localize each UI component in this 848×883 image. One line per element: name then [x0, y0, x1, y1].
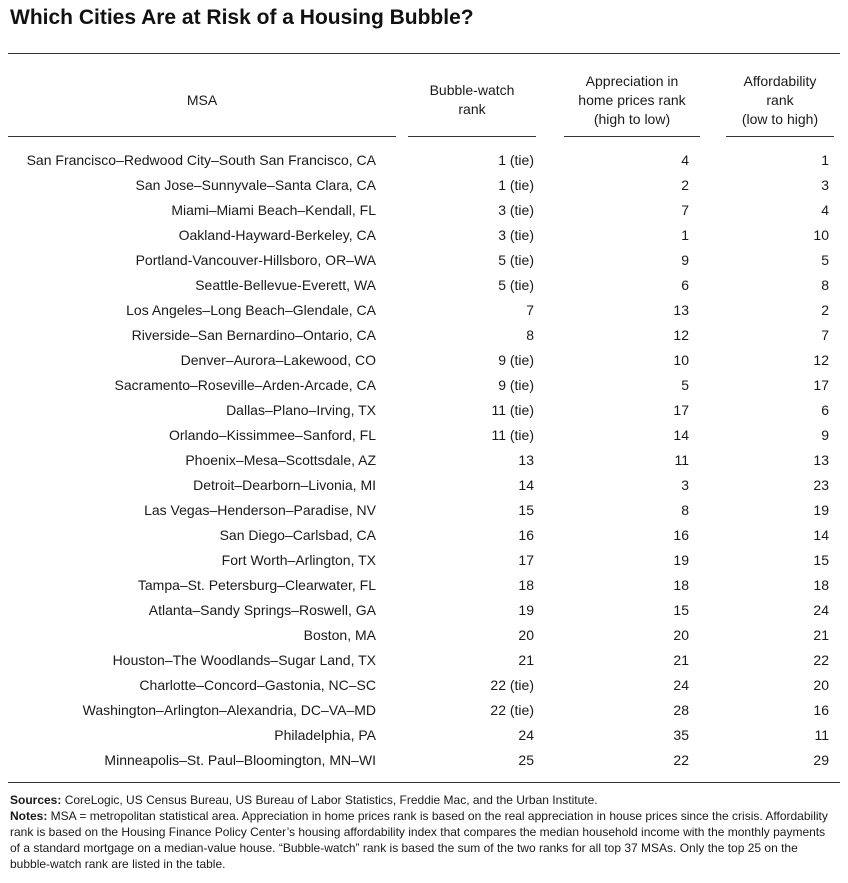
cell-appreciation-rank: 12: [673, 327, 689, 343]
cell-affordability-rank: 19: [813, 502, 829, 518]
cell-bubble-watch-rank: 19: [518, 602, 534, 618]
cell-bubble-watch-rank: 9 (tie): [498, 377, 534, 393]
cell-bubble-watch-rank: 17: [518, 552, 534, 568]
cell-appreciation-rank: 18: [673, 577, 689, 593]
table-row: [0, 673, 848, 698]
table-row: [0, 623, 848, 648]
cell-bubble-watch-rank: 15: [518, 502, 534, 518]
notes-note: [10, 808, 836, 872]
cell-bubble-watch-rank: 21: [518, 652, 534, 668]
sources-text: CoreLogic, US Census Bureau, US Bureau of Labor Statistics, Freddie Mac, and the Urban Institute.: [61, 793, 598, 807]
cell-appreciation-rank: 15: [673, 602, 689, 618]
cell-affordability-rank: 20: [813, 677, 829, 693]
cell-affordability-rank: 12: [813, 352, 829, 368]
table-row: [0, 373, 848, 398]
table-row: [0, 298, 848, 323]
cell-bubble-watch-rank: 22 (tie): [490, 702, 534, 718]
cell-msa: Phoenix–Mesa–Scottsdale, AZ: [185, 452, 376, 468]
cell-appreciation-rank: 5: [681, 377, 689, 393]
table-row: [0, 398, 848, 423]
table-row: [0, 173, 848, 198]
cell-msa: Denver–Aurora–Lakewood, CO: [180, 352, 376, 368]
cell-msa: Fort Worth–Arlington, TX: [221, 552, 376, 568]
cell-bubble-watch-rank: 8: [526, 327, 534, 343]
cell-bubble-watch-rank: 5 (tie): [498, 252, 534, 268]
cell-bubble-watch-rank: 18: [518, 577, 534, 593]
cell-affordability-rank: 24: [813, 602, 829, 618]
cell-appreciation-rank: 8: [681, 502, 689, 518]
cell-affordability-rank: 1: [821, 152, 829, 168]
cell-affordability-rank: 4: [821, 202, 829, 218]
cell-affordability-rank: 7: [821, 327, 829, 343]
cell-affordability-rank: 9: [821, 427, 829, 443]
cell-appreciation-rank: 11: [674, 452, 689, 468]
table-row: [0, 423, 848, 448]
table-row: [0, 548, 848, 573]
cell-msa: Sacramento–Roseville–Arden-Arcade, CA: [114, 377, 376, 393]
cell-msa: San Jose–Sunnyvale–Santa Clara, CA: [135, 177, 376, 193]
sources-note: [10, 792, 836, 808]
cell-bubble-watch-rank: 3 (tie): [498, 202, 534, 218]
cell-affordability-rank: 14: [813, 527, 829, 543]
cell-msa: Riverside–San Bernardino–Ontario, CA: [131, 327, 376, 343]
header-underline-affordability: [726, 136, 834, 137]
cell-msa: Tampa–St. Petersburg–Clearwater, FL: [137, 577, 376, 593]
cell-bubble-watch-rank: 11 (tie): [491, 427, 534, 443]
table-row: [0, 148, 848, 173]
cell-msa: Detroit–Dearborn–Livonia, MI: [193, 477, 376, 493]
cell-msa: Portland-Vancouver-Hillsboro, OR–WA: [135, 252, 376, 268]
cell-affordability-rank: 13: [813, 452, 829, 468]
cell-affordability-rank: 8: [821, 277, 829, 293]
table-row: [0, 698, 848, 723]
cell-bubble-watch-rank: 25: [518, 752, 534, 768]
cell-msa: Minneapolis–St. Paul–Bloomington, MN–WI: [104, 752, 376, 768]
cell-msa: Washington–Arlington–Alexandria, DC–VA–MD: [82, 702, 376, 718]
cell-affordability-rank: 16: [813, 702, 829, 718]
cell-bubble-watch-rank: 3 (tie): [498, 227, 534, 243]
cell-appreciation-rank: 2: [681, 177, 689, 193]
header-underline-appreciation: [564, 136, 700, 137]
cell-appreciation-rank: 16: [673, 527, 689, 543]
top-rule: [8, 53, 840, 54]
cell-affordability-rank: 29: [813, 752, 829, 768]
cell-appreciation-rank: 19: [673, 552, 689, 568]
header-affordability-rank: Affordability rank (low to high): [741, 72, 819, 127]
notes-text: MSA = metropolitan statistical area. Appreciation in home prices rank is based on the real appreciation in house prices since the crisis. Affordability rank is based on the Housing Finance Policy Center’s housing affordability index that compares the median household income with the monthly payments of a standard mortgage on a median-value house. “Bubble-watch” rank is based the sum of the two ranks for all top 37 MSAs. Only the top 25 on the bubble-watch rank are listed in the table.: [10, 809, 828, 871]
cell-msa: Orlando–Kissimmee–Sanford, FL: [169, 427, 376, 443]
cell-msa: Charlotte–Concord–Gastonia, NC–SC: [139, 677, 376, 693]
header-underline-bubble-watch: [408, 136, 536, 137]
cell-appreciation-rank: 24: [673, 677, 689, 693]
cell-msa: Houston–The Woodlands–Sugar Land, TX: [112, 652, 376, 668]
cell-affordability-rank: 15: [813, 552, 829, 568]
cell-appreciation-rank: 1: [681, 227, 689, 243]
table-row: [0, 448, 848, 473]
cell-msa: Los Angeles–Long Beach–Glendale, CA: [126, 302, 376, 318]
table-row: [0, 273, 848, 298]
cell-bubble-watch-rank: 20: [518, 627, 534, 643]
cell-bubble-watch-rank: 16: [518, 527, 534, 543]
cell-bubble-watch-rank: 1 (tie): [498, 177, 534, 193]
cell-msa: Las Vegas–Henderson–Paradise, NV: [144, 502, 376, 518]
table-row: [0, 323, 848, 348]
cell-msa: San Francisco–Redwood City–South San Francisco, CA: [26, 152, 376, 168]
footnotes: [10, 792, 836, 872]
cell-affordability-rank: 5: [821, 252, 829, 268]
cell-appreciation-rank: 3: [681, 477, 689, 493]
table-row: [0, 723, 848, 748]
notes-label: Notes:: [10, 809, 48, 823]
sources-label: Sources:: [10, 793, 62, 807]
cell-bubble-watch-rank: 11 (tie): [491, 402, 534, 418]
cell-affordability-rank: 22: [813, 652, 829, 668]
cell-appreciation-rank: 17: [673, 402, 689, 418]
cell-msa: Dallas–Plano–Irving, TX: [226, 402, 376, 418]
table-row: [0, 498, 848, 523]
cell-appreciation-rank: 21: [673, 652, 689, 668]
cell-msa: Oakland-Hayward-Berkeley, CA: [178, 227, 376, 243]
cell-msa: Boston, MA: [303, 627, 376, 643]
cell-appreciation-rank: 4: [681, 152, 689, 168]
header-appreciation-rank: Appreciation in home prices rank (high to low): [578, 72, 686, 127]
cell-appreciation-rank: 6: [681, 277, 689, 293]
cell-msa: Philadelphia, PA: [274, 727, 376, 743]
table-row: [0, 223, 848, 248]
cell-appreciation-rank: 22: [673, 752, 689, 768]
table-row: [0, 523, 848, 548]
header-underline-msa: [8, 136, 396, 137]
cell-affordability-rank: 11: [814, 727, 829, 743]
cell-appreciation-rank: 14: [673, 427, 689, 443]
cell-appreciation-rank: 10: [673, 352, 689, 368]
cell-appreciation-rank: 28: [673, 702, 689, 718]
cell-bubble-watch-rank: 1 (tie): [498, 152, 534, 168]
cell-affordability-rank: 18: [813, 577, 829, 593]
cell-appreciation-rank: 35: [673, 727, 689, 743]
cell-bubble-watch-rank: 13: [518, 452, 534, 468]
cell-bubble-watch-rank: 14: [518, 477, 534, 493]
cell-bubble-watch-rank: 5 (tie): [498, 277, 534, 293]
cell-bubble-watch-rank: 22 (tie): [490, 677, 534, 693]
header-bubble-watch-rank: Bubble-watch rank: [429, 82, 515, 117]
cell-bubble-watch-rank: 7: [526, 302, 534, 318]
table-row: [0, 348, 848, 373]
table-row: [0, 473, 848, 498]
table-row: [0, 248, 848, 273]
cell-msa: San Diego–Carlsbad, CA: [219, 527, 376, 543]
cell-appreciation-rank: 9: [681, 252, 689, 268]
cell-appreciation-rank: 7: [681, 202, 689, 218]
cell-affordability-rank: 10: [813, 227, 829, 243]
cell-msa: Seattle-Bellevue-Everett, WA: [195, 277, 376, 293]
cell-appreciation-rank: 20: [673, 627, 689, 643]
table-row: [0, 648, 848, 673]
cell-msa: Miami–Miami Beach–Kendall, FL: [171, 202, 376, 218]
cell-appreciation-rank: 13: [673, 302, 689, 318]
cell-affordability-rank: 23: [813, 477, 829, 493]
table-row: [0, 573, 848, 598]
table-row: [0, 598, 848, 623]
header-msa: MSA: [186, 91, 218, 108]
bottom-rule: [8, 782, 840, 783]
cell-bubble-watch-rank: 9 (tie): [498, 352, 534, 368]
table-row: [0, 198, 848, 223]
cell-affordability-rank: 3: [821, 177, 829, 193]
cell-affordability-rank: 2: [821, 302, 829, 318]
cell-msa: Atlanta–Sandy Springs–Roswell, GA: [148, 602, 376, 618]
cell-affordability-rank: 21: [813, 627, 829, 643]
cell-affordability-rank: 6: [821, 402, 829, 418]
cell-affordability-rank: 17: [813, 377, 829, 393]
table-row: [0, 748, 848, 773]
page-title: Which Cities Are at Risk of a Housing Bubble?: [10, 6, 474, 29]
cell-bubble-watch-rank: 24: [518, 727, 534, 743]
